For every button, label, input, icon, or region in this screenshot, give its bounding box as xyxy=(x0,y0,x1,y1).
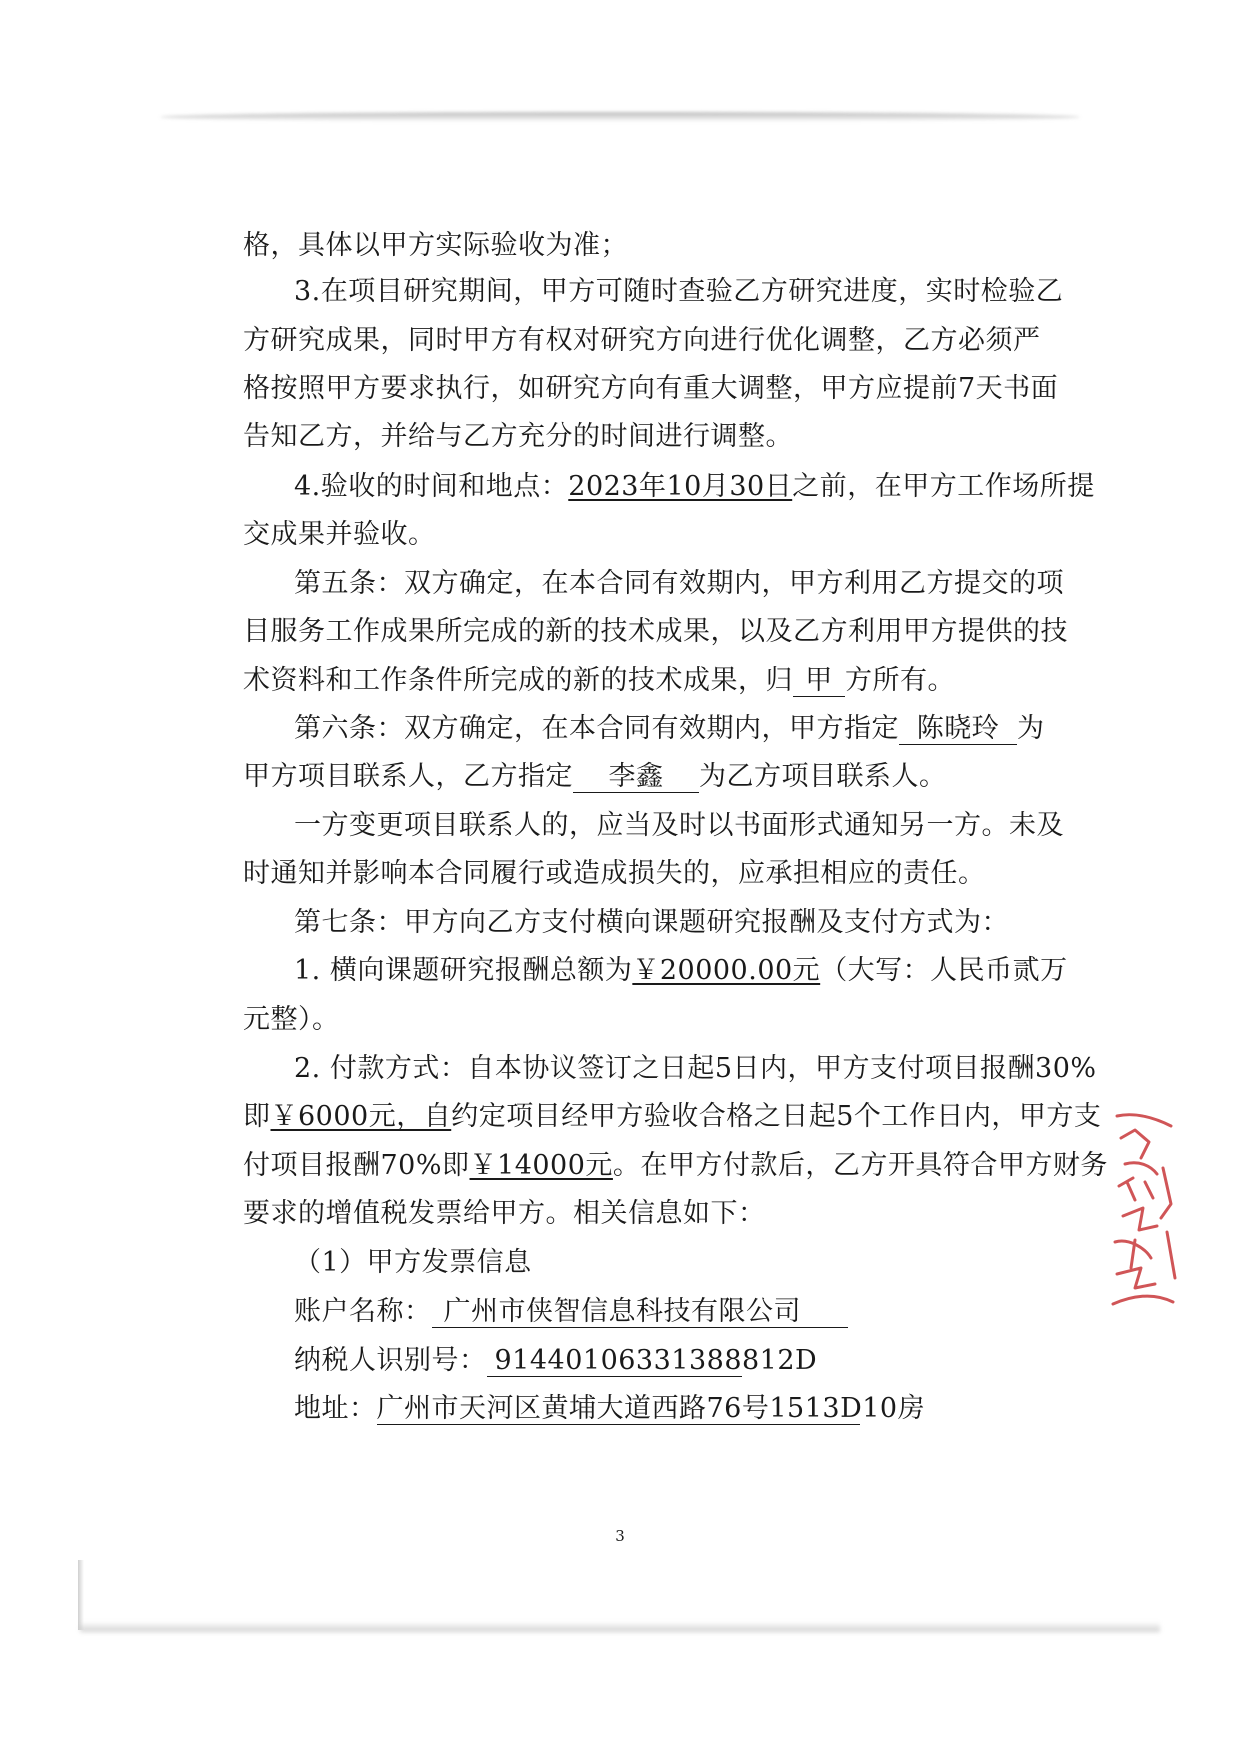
tax-id-label: 纳税人识别号： xyxy=(294,1345,487,1376)
paragraph-line: 要求的增值税发票给甲方。相关信息如下： xyxy=(243,1198,766,1229)
account-name-value: 广州市侠智信息科技有限公司 xyxy=(432,1297,848,1328)
paragraph-line: 一方变更项目联系人的，应当及时以书面形式通知另一方。未及 xyxy=(294,810,1064,841)
address-label: 地址： xyxy=(294,1393,377,1424)
second-payment-amount: ￥14000元 xyxy=(469,1150,613,1181)
first-payment-amount: ￥6000元，自 xyxy=(270,1101,452,1132)
paragraph-line: 告知乙方，并给与乙方充分的时间进行调整。 xyxy=(243,421,793,452)
invoice-info-heading: （1）甲方发票信息 xyxy=(294,1247,532,1278)
paragraph-line: 方研究成果，同时甲方有权对研究方向进行优化调整，乙方必须严 xyxy=(243,325,1041,356)
paragraph-line: 交成果并验收。 xyxy=(243,519,436,550)
owner-party: 甲 xyxy=(793,666,845,697)
paragraph-line: 格按照甲方要求执行，如研究方向有重大调整，甲方应提前7天书面 xyxy=(243,373,1059,404)
invoice-account-row xyxy=(294,1295,1094,1329)
invoice-tax-row xyxy=(294,1344,1094,1378)
payment-method-line: 2. 付款方式：自本协议签订之日起5日内，甲方支付项目报酬30% xyxy=(294,1053,1097,1084)
paragraph-line: 时通知并影响本合同履行或造成损失的，应承担相应的责任。 xyxy=(243,858,986,889)
page-number: 3 xyxy=(615,1527,625,1545)
paragraph-line: 元整）。 xyxy=(243,1004,340,1035)
invoice-address-row xyxy=(294,1392,1094,1426)
account-name-label: 账户名称： xyxy=(294,1296,432,1327)
total-amount: ￥20000.00元 xyxy=(632,955,821,986)
paragraph-line: 格，具体以甲方实际验收为准； xyxy=(243,230,628,261)
acceptance-date: 2023年10月30日 xyxy=(568,471,793,502)
paragraph-line: 3.在项目研究期间，甲方可随时查验乙方研究进度，实时检验乙 xyxy=(294,276,1064,307)
total-payment-line: 1. 横向课题研究报酬总额为￥20000.00元（大写：人民币贰万 xyxy=(294,955,1068,986)
party-b-contact: 李鑫 xyxy=(573,762,699,793)
ownership-line: 术资料和工作条件所完成的新的技术成果，归 甲 方所有。 xyxy=(243,665,955,696)
acceptance-time-line: 4.验收的时间和地点：2023年10月30日之前，在甲方工作场所提 xyxy=(294,471,1095,502)
article-six-line: 第六条：双方确定，在本合同有效期内，甲方指定 陈晓玲 为 xyxy=(294,713,1045,744)
paragraph-line: 目服务工作成果所完成的新的技术成果，以及乙方利用甲方提供的技 xyxy=(243,616,1068,647)
party-a-contact: 陈晓玲 xyxy=(899,714,1017,745)
red-seal-stamp xyxy=(1105,1108,1185,1318)
second-payment-line: 付项目报酬70%即￥14000元。在甲方付款后，乙方开具符合甲方财务 xyxy=(243,1150,1108,1181)
article-seven-line: 第七条：甲方向乙方支付横向课题研究报酬及支付方式为： xyxy=(294,907,1009,938)
first-payment-line: 即￥6000元，自约定项目经甲方验收合格之日起5个工作日内，甲方支 xyxy=(243,1101,1102,1132)
contact-line: 甲方项目联系人，乙方指定 李鑫 为乙方项目联系人。 xyxy=(243,761,947,792)
tax-id-value: 91440106331388812D xyxy=(487,1346,742,1377)
address-value: 广州市天河区黄埔大道西路76号1513D10房 xyxy=(376,1393,926,1424)
article-five-line: 第五条：双方确定，在本合同有效期内，甲方利用乙方提交的项 xyxy=(294,568,1064,599)
